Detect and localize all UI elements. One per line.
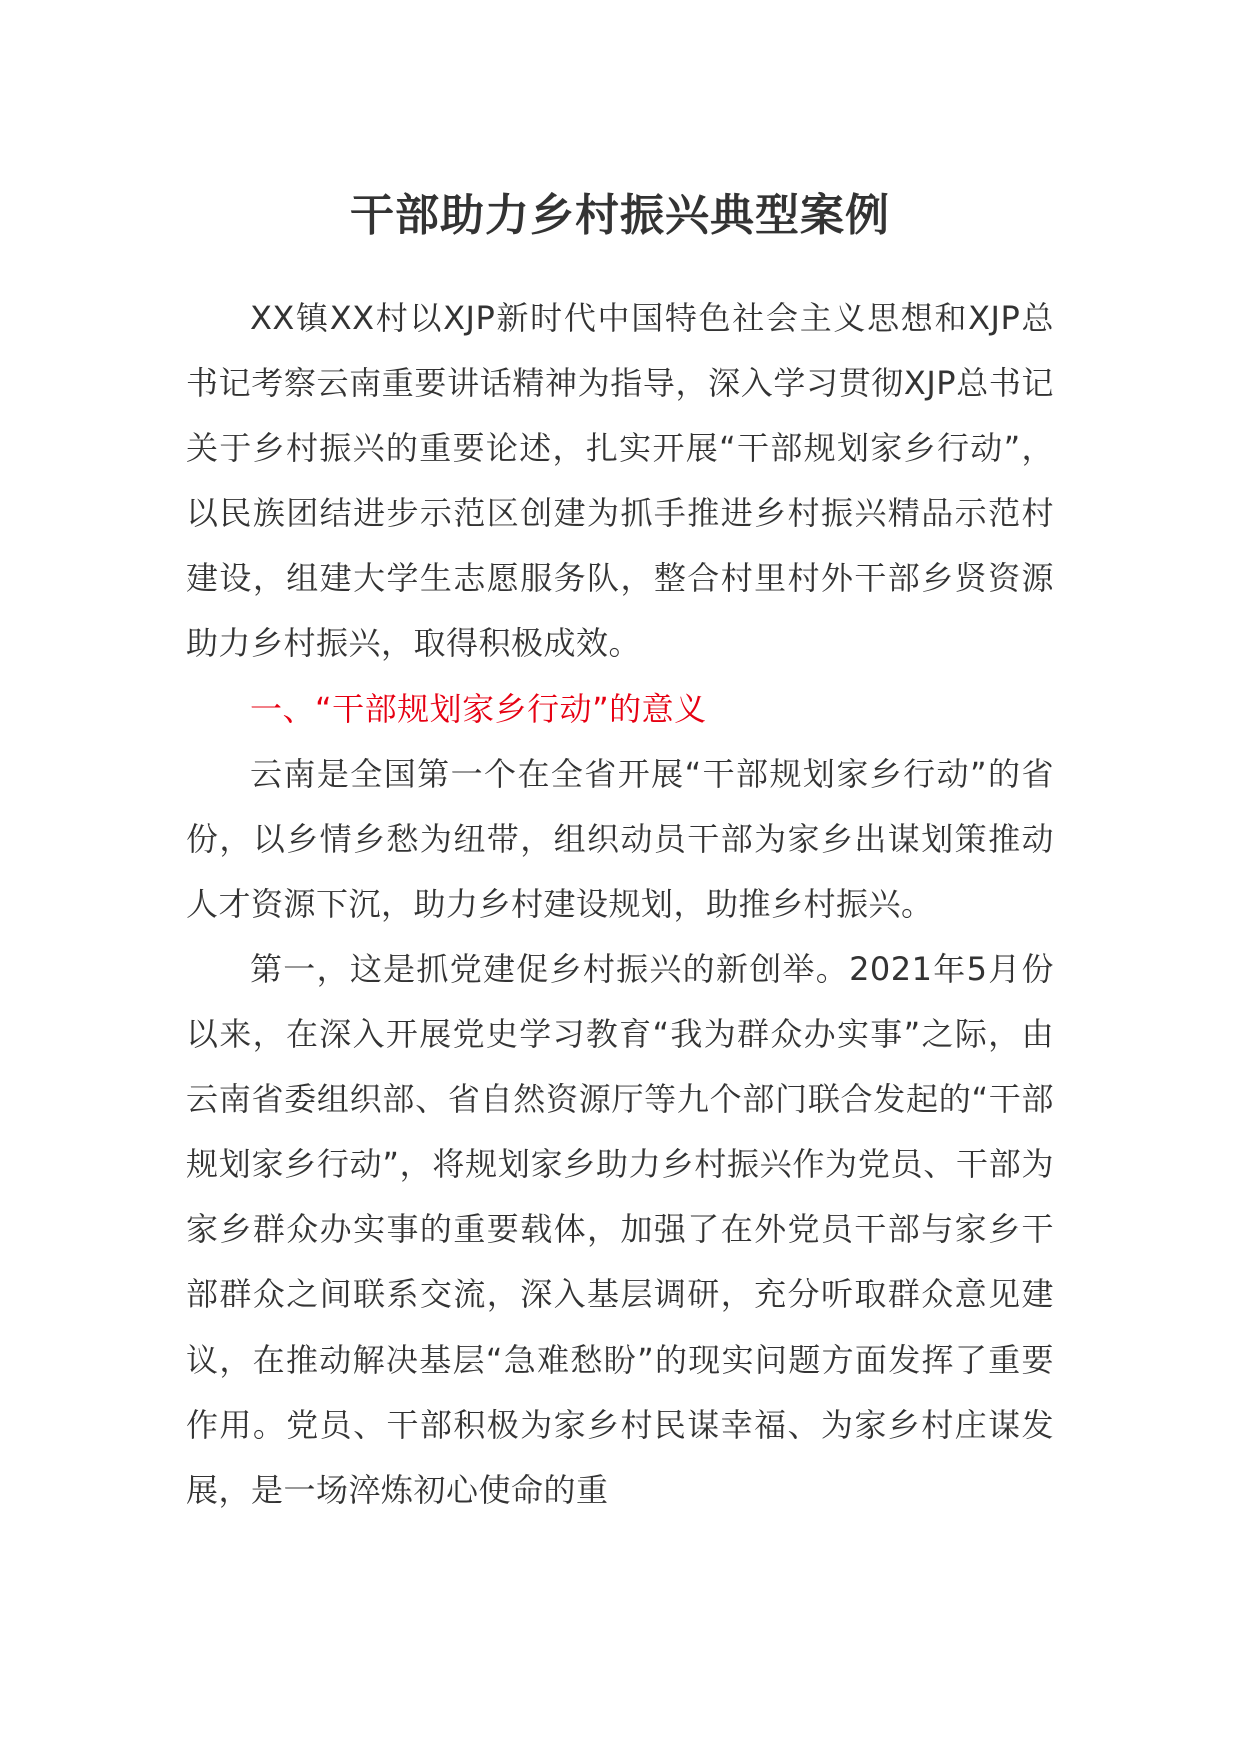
significance-paragraph: 云南是全国第一个在全省开展“干部规划家乡行动”的省份，以乡情乡愁为纽带，组织动员干部为家乡出谋划策推动人才资源下沉，助力乡村建设规划，助推乡村振兴。 <box>186 754 1054 923</box>
intro-paragraph: XX镇XX村以XJP新时代中国特色社会主义思想和XJP总书记考察云南重要讲话精神为指导，深入学习贯彻XJP总书记关于乡村振兴的重要论述，扎实开展“干部规划家乡行动”，以民族团结进步示范区创建为抓手推进乡村振兴精品示范村建设，组建大学生志愿服务队，整合村里村外干部乡贤资源助力乡村振兴，取得积极成效。 <box>186 299 1054 663</box>
document-body <box>186 286 1054 1523</box>
section-heading: 一、“干部规划家乡行动”的意义 <box>250 689 707 728</box>
document-title: 干部助力乡村振兴典型案例 <box>350 190 890 241</box>
first-point-paragraph: 第一，这是抓党建促乡村振兴的新创举。2021年5月份以来，在深入开展党史学习教育“我为群众办实事”之际，由云南省委组织部、省自然资源厅等九个部门联合发起的“干部规划家乡行动”，将规划家乡助力乡村振兴作为党员、干部为家乡群众办实事的重要载体，加强了在外党员干部与家乡干部群众之间联系交流，深入基层调研，充分听取群众意见建议，在推动解决基层“急难愁盼”的现实问题方面发挥了重要作用。党员、干部积极为家乡村民谋幸福、为家乡村庄谋发展，是一场淬炼初心使命的重 <box>186 949 1054 1509</box>
